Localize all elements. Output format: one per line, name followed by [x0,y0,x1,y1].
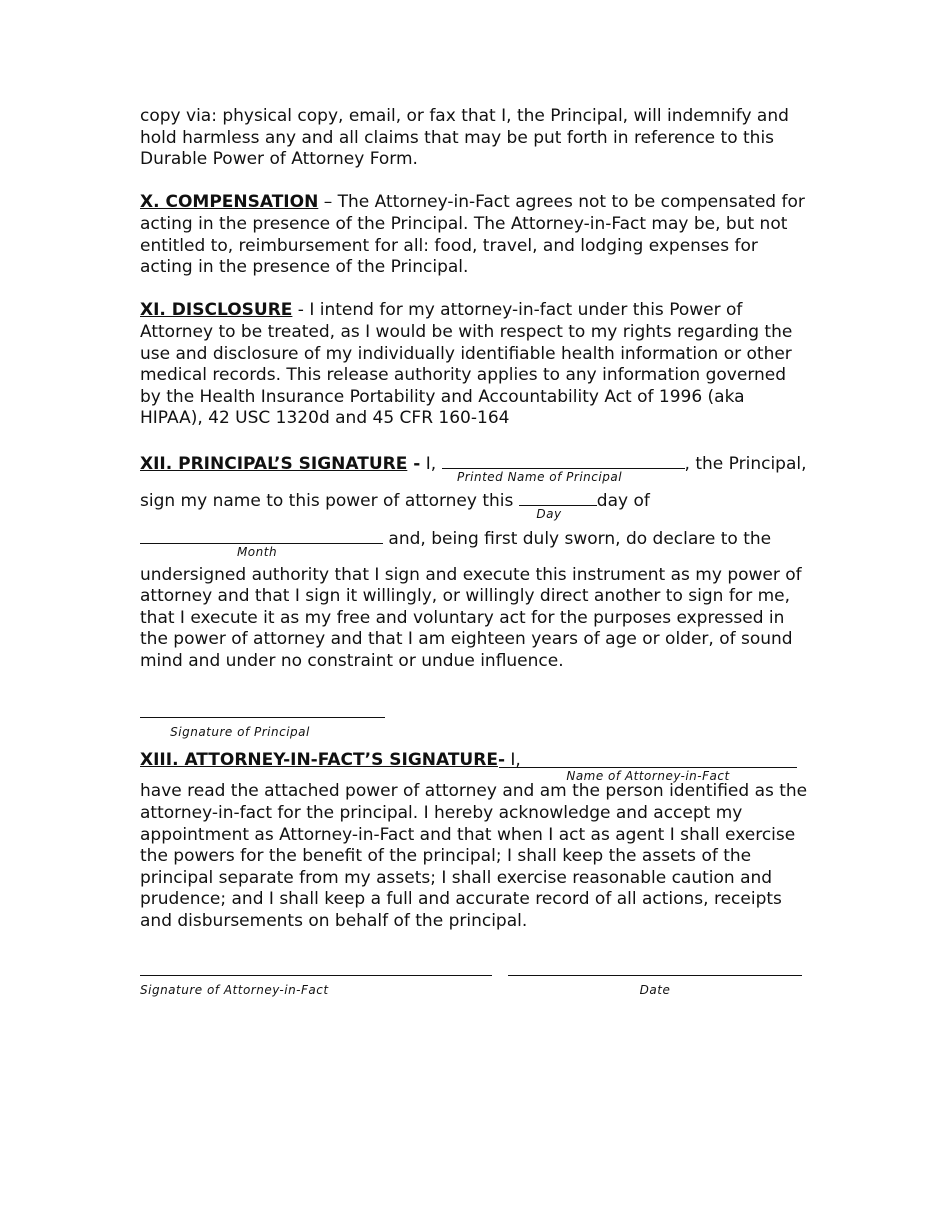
principal-name-row [140,452,812,489]
compensation-heading: X. COMPENSATION [140,192,319,213]
principal-signature-line[interactable] [140,717,385,718]
attorney-name-caption: Name of Attorney-in-Fact [566,769,730,784]
month-field[interactable] [140,527,383,544]
compensation-section [140,192,812,278]
attorney-signature-block [140,933,812,1013]
attorney-heading-dash: - [497,750,506,771]
printed-name-field[interactable] [442,452,685,469]
disclosure-section [140,300,812,430]
printed-name-caption: Printed Name of Principal [456,469,623,484]
day-row [140,489,812,527]
attorney-acknowledgement: have read the attached power of attorney and am the person identified as the attorney-in-fact for the principal. I hereby acknowledge and accept my appointment as Attorney-in-Fact and that when I act as agent I shall exercise the powers for the benefit of the principal; I shall keep the assets of the principal separate from my assets; I shall exercise reasonable caution and prudence; and I shall keep a full and accurate record of all actions, receipts and disbursements on behalf of the principal. [140,781,808,932]
compensation-text: – The Attorney-in-Fact agrees not to be compensated for acting in the presence of the Principal. The Attorney-in-Fact may be, but not entitled to, reimbursement for all: food, travel, and lodging expenses for acting in the presence of the Principal. [140,192,805,278]
attorney-pre-text: I, [505,750,521,771]
principal-signature-heading: XII. PRINCIPAL’S SIGNATURE [140,453,408,474]
attorney-signature-caption: Signature of Attorney-in-Fact [140,982,329,997]
sign-text: sign my name to this power of attorney this [140,490,519,511]
date-caption: Date [639,982,671,997]
attorney-signature-line[interactable] [140,975,492,976]
attorney-name-field[interactable] [499,767,797,768]
day-caption: Day [536,506,562,521]
document-body [140,106,812,1013]
month-after-text: and, being first duly sworn, do declare to the [383,528,772,549]
principal-declaration: undersigned authority that I sign and execute this instrument as my power of attorney and that I sign it willingly, or willingly direct another to sign for me, that I execute it as my free and voluntary act for the purposes expressed in the power of attorney and that I am eighteen years of age or older, of sound mind and under no constraint or undue influence. [140,564,802,671]
principal-pre-text: I, [420,453,442,474]
principal-post-text: , the Principal, [684,453,807,474]
principal-heading-dash: - [407,453,421,474]
day-field[interactable] [519,489,597,506]
month-row [140,527,812,565]
month-caption: Month [236,544,278,559]
disclosure-text: - I intend for my attorney-in-fact under this Power of Attorney to be treated, as I would be with respect to my rights regarding the use and disclosure of my individually identifiable health information or other medical records. This release authority applies to any information governed by the Health Insurance Portability and Accountability Act of 1996 (aka HIPAA), 42 USC 1320d and 45 CFR 160-164 [140,300,793,429]
principal-signature-caption: Signature of Principal [170,725,310,740]
disclosure-heading: XI. DISCLOSURE [140,300,293,321]
day-of-text: day of [596,490,650,511]
principal-signature-block [140,672,812,746]
attorney-signature-heading: XIII. ATTORNEY-IN-FACT’S SIGNATURE [140,750,498,771]
date-line[interactable] [508,975,802,976]
attorney-name-row [140,750,812,785]
intro-paragraph: copy via: physical copy, email, or fax that I, the Principal, will indemnify and hold harmless any and all claims that may be put forth in reference to this Durable Power of Attorney Form. [140,106,789,170]
